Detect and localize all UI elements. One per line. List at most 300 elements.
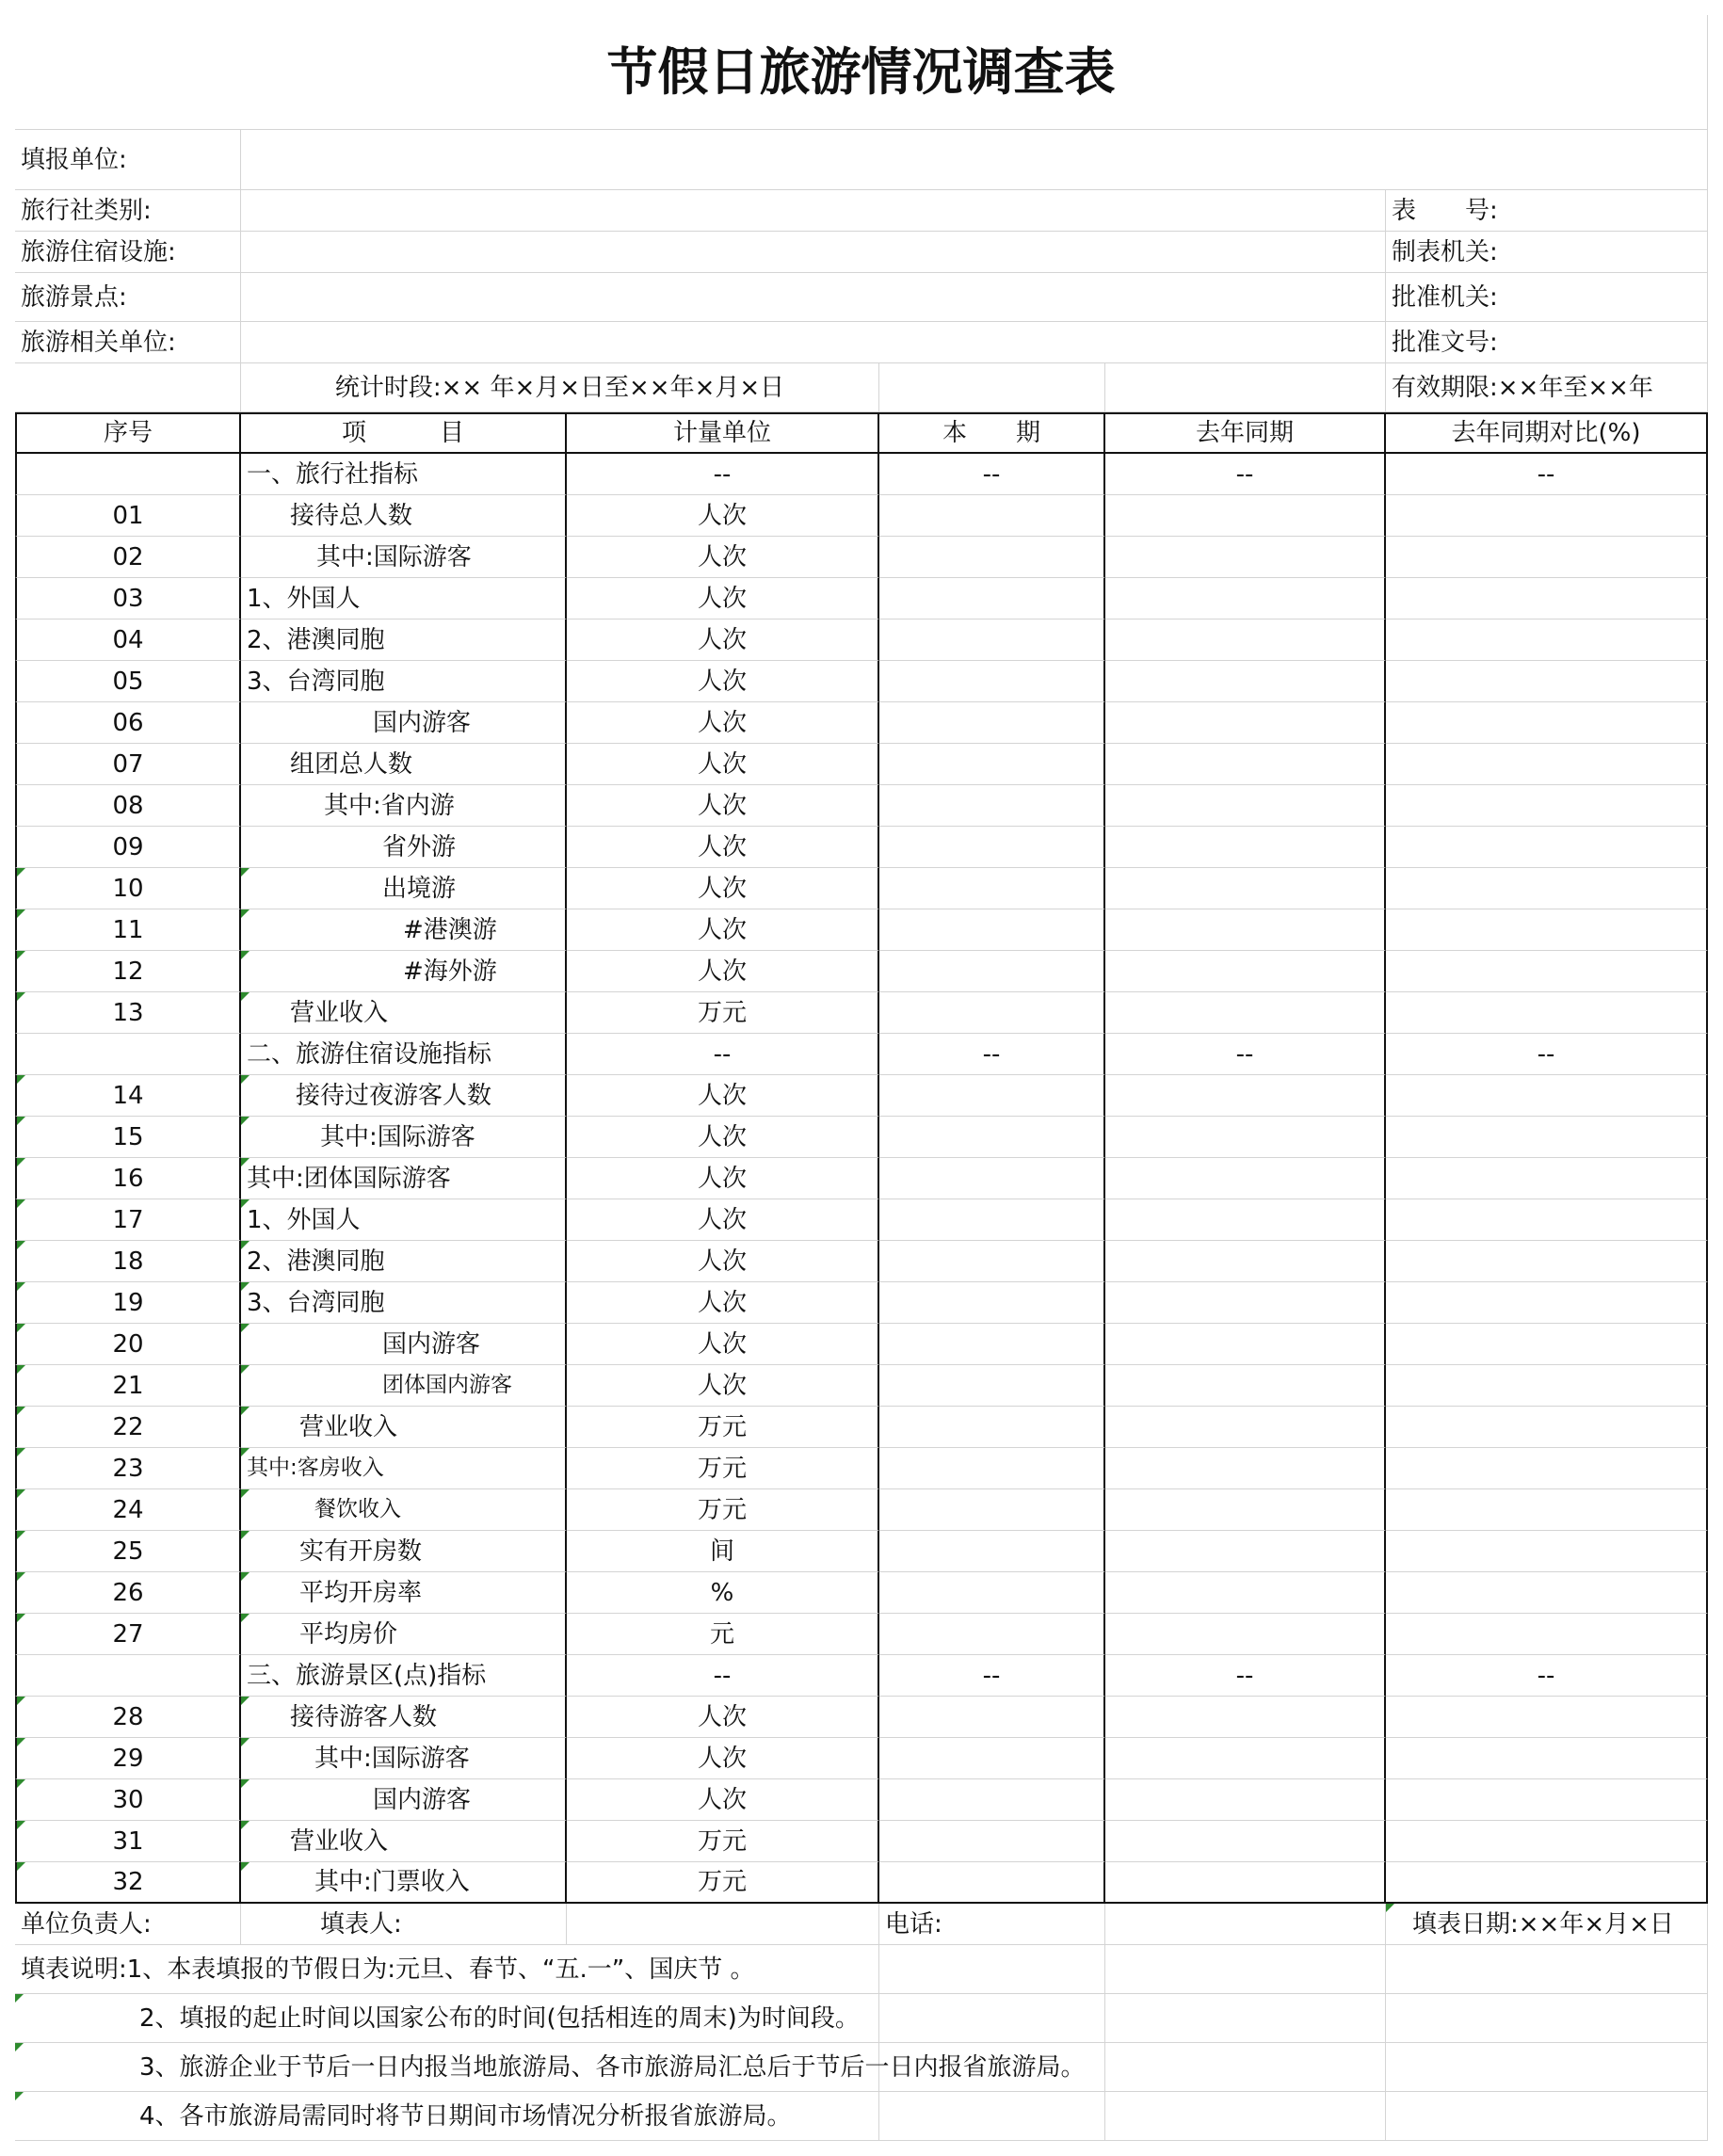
note-blank: [879, 1994, 1105, 2043]
header-label: [15, 232, 241, 273]
row-item: [241, 1407, 567, 1448]
cell-comment-marker: [17, 1531, 25, 1539]
header-blank: [1105, 363, 1386, 412]
cell-comment-marker: [241, 1531, 250, 1539]
cell-comment-marker: [241, 1199, 250, 1208]
stat-period: [241, 363, 879, 412]
comparison-cell: [1386, 537, 1708, 578]
row-item: [241, 619, 567, 661]
cell-text: 其中:国际游客: [316, 542, 472, 571]
header-value-blank: [241, 273, 1386, 322]
last-year-cell: [1105, 1158, 1386, 1199]
row-item: [241, 1738, 567, 1779]
cell-text: --: [1235, 1661, 1254, 1690]
current-period-cell: [879, 1199, 1105, 1241]
cell-comment-marker: [17, 868, 25, 877]
cell-text: 人次: [697, 791, 747, 820]
last-year-cell: [1105, 1572, 1386, 1614]
header-label: [1386, 232, 1708, 273]
cell-comment-marker: [17, 1779, 25, 1788]
current-period-cell: [879, 1531, 1105, 1572]
last-year-cell: [1105, 1655, 1386, 1697]
row-item: [241, 1075, 567, 1117]
current-period-cell: [879, 1489, 1105, 1531]
cell-text: --: [1537, 459, 1555, 489]
cell-text: 4、各市旅游局需同时将节日期间市场情况分析报省旅游局。: [139, 2101, 792, 2131]
last-year-cell: [1105, 1075, 1386, 1117]
cell-comment-marker: [17, 1738, 25, 1746]
cell-text: 02: [112, 542, 144, 571]
row-number: [15, 1365, 241, 1407]
note-blank: [1386, 1994, 1708, 2043]
cell-text: 组团总人数: [290, 749, 413, 779]
current-period-cell: [879, 537, 1105, 578]
cell-text: 人次: [697, 1702, 747, 1731]
cell-text: --: [1235, 1039, 1254, 1069]
last-year-cell: [1105, 1407, 1386, 1448]
last-year-cell: [1105, 1531, 1386, 1572]
row-unit: [567, 868, 879, 909]
row-unit: [567, 1821, 879, 1862]
cell-text: 旅游住宿设施:: [21, 237, 176, 266]
row-number: [15, 1282, 241, 1324]
cell-text: 万元: [697, 998, 747, 1027]
cell-text: 01: [112, 501, 144, 530]
form-note: [15, 1945, 879, 1994]
validity-period: [1386, 363, 1708, 412]
cell-text: 19: [112, 1288, 144, 1317]
last-year-cell: [1105, 1862, 1386, 1904]
current-period-cell: [879, 1324, 1105, 1365]
row-number: [15, 951, 241, 992]
cell-text: 统计时段:×× 年×月×日至××年×月×日: [334, 373, 785, 402]
cell-comment-marker: [17, 992, 25, 1001]
comparison-cell: [1386, 1365, 1708, 1407]
comparison-cell: [1386, 744, 1708, 785]
current-period-cell: [879, 868, 1105, 909]
cell-text: 其中:国际游客: [314, 1744, 470, 1773]
row-number: [15, 1697, 241, 1738]
cell-text: 2、填报的起止时间以国家公布的时间(包括相连的周末)为时间段。: [139, 2003, 860, 2033]
current-period-cell: [879, 661, 1105, 702]
cell-comment-marker: [241, 1448, 250, 1456]
row-unit: [567, 1117, 879, 1158]
current-period-cell: [879, 1117, 1105, 1158]
comparison-cell: [1386, 454, 1708, 495]
row-item: [241, 1241, 567, 1282]
comparison-cell: [1386, 1241, 1708, 1282]
current-period-cell: [879, 1241, 1105, 1282]
cell-text: 04: [112, 625, 144, 654]
last-year-cell: [1105, 661, 1386, 702]
cell-comment-marker: [241, 1158, 250, 1166]
cell-text: --: [713, 1661, 732, 1690]
cell-comment-marker: [241, 1821, 250, 1829]
cell-text: 序号: [103, 419, 153, 447]
row-unit: [567, 744, 879, 785]
cell-comment-marker: [241, 1282, 250, 1291]
row-item: [241, 702, 567, 744]
row-unit: [567, 1075, 879, 1117]
note-blank: [1105, 2043, 1386, 2092]
header-label: [15, 130, 241, 190]
current-period-cell: [879, 1572, 1105, 1614]
current-period-cell: [879, 1655, 1105, 1697]
row-number: [15, 1738, 241, 1779]
comparison-cell: [1386, 661, 1708, 702]
cell-text: 05: [112, 667, 144, 696]
last-year-cell: [1105, 827, 1386, 868]
column-header: [1105, 412, 1386, 454]
row-unit: [567, 1655, 879, 1697]
last-year-cell: [1105, 1282, 1386, 1324]
last-year-cell: [1105, 1821, 1386, 1862]
row-number: [15, 1199, 241, 1241]
current-period-cell: [879, 578, 1105, 619]
cell-text: 21: [112, 1371, 144, 1400]
header-blank: [879, 363, 1105, 412]
cell-comment-marker: [17, 1862, 25, 1871]
row-unit: [567, 1158, 879, 1199]
form-note: [15, 1994, 879, 2043]
cell-text: 人次: [697, 1329, 747, 1359]
note-blank: [1105, 2092, 1386, 2141]
cell-comment-marker: [241, 1862, 250, 1871]
last-year-cell: [1105, 1324, 1386, 1365]
current-period-cell: [879, 1448, 1105, 1489]
cell-text: 万元: [697, 1412, 747, 1441]
note-blank: [1386, 2092, 1708, 2141]
cell-text: 实有开房数: [299, 1537, 423, 1566]
column-header: [879, 412, 1105, 454]
comparison-cell: [1386, 951, 1708, 992]
cell-text: 人次: [697, 625, 747, 654]
row-number: [15, 495, 241, 537]
comparison-cell: [1386, 1075, 1708, 1117]
cell-text: 27: [112, 1619, 144, 1649]
header-value-blank: [241, 322, 1386, 363]
row-number: [15, 702, 241, 744]
row-unit: [567, 537, 879, 578]
cell-text: 人次: [697, 1371, 747, 1400]
cell-comment-marker: [1386, 1904, 1394, 1912]
current-period-cell: [879, 1738, 1105, 1779]
cell-text: 其中:国际游客: [320, 1122, 475, 1151]
row-item: [241, 537, 567, 578]
cell-text: 人次: [697, 1122, 747, 1151]
row-unit: [567, 1697, 879, 1738]
cell-comment-marker: [241, 1117, 250, 1125]
row-unit: [567, 1862, 879, 1904]
row-number: [15, 1572, 241, 1614]
cell-text: 其中:省内游: [324, 791, 455, 820]
last-year-cell: [1105, 785, 1386, 827]
row-item: [241, 1365, 567, 1407]
comparison-cell: [1386, 702, 1708, 744]
row-unit: [567, 951, 879, 992]
cell-text: 16: [112, 1164, 144, 1193]
cell-comment-marker: [15, 2092, 24, 2100]
header-label: [1386, 190, 1708, 232]
cell-text: 人次: [697, 501, 747, 530]
comparison-cell: [1386, 1738, 1708, 1779]
note-blank: [879, 2092, 1105, 2141]
current-period-cell: [879, 1697, 1105, 1738]
cell-text: 国内游客: [373, 1785, 472, 1814]
cell-text: 人次: [697, 1785, 747, 1814]
cell-text: 万元: [697, 1868, 747, 1896]
cell-text: 人次: [697, 1744, 747, 1773]
comparison-cell: [1386, 1034, 1708, 1075]
cell-text: 接待总人数: [290, 501, 413, 530]
note-blank: [1386, 2043, 1708, 2092]
cell-text: 17: [112, 1205, 144, 1234]
row-number: [15, 661, 241, 702]
cell-comment-marker: [17, 1489, 25, 1498]
cell-text: 1、外国人: [247, 1205, 361, 1234]
current-period-cell: [879, 1614, 1105, 1655]
cell-text: 人次: [697, 1247, 747, 1276]
comparison-cell: [1386, 1407, 1708, 1448]
cell-text: 三、旅游景区(点)指标: [247, 1661, 487, 1690]
cell-text: --: [1235, 459, 1254, 489]
last-year-cell: [1105, 1365, 1386, 1407]
row-item: [241, 661, 567, 702]
row-number: [15, 1075, 241, 1117]
comparison-cell: [1386, 1779, 1708, 1821]
cell-text: 10: [112, 874, 144, 903]
cell-text: 14: [112, 1081, 144, 1110]
row-unit: [567, 827, 879, 868]
row-item: [241, 578, 567, 619]
last-year-cell: [1105, 619, 1386, 661]
row-number: [15, 1117, 241, 1158]
cell-text: 人次: [697, 1164, 747, 1193]
cell-text: 人次: [697, 1205, 747, 1234]
row-unit: [567, 785, 879, 827]
cell-comment-marker: [241, 951, 250, 959]
last-year-cell: [1105, 1614, 1386, 1655]
footer-blank: [567, 1904, 879, 1945]
last-year-cell: [1105, 951, 1386, 992]
cell-comment-marker: [17, 1324, 25, 1332]
cell-text: 去年同期对比(%): [1451, 419, 1641, 447]
cell-text: 填表说明:1、本表填报的节假日为:元旦、春节、“五.一”、国庆节 。: [21, 1955, 755, 1984]
current-period-cell: [879, 619, 1105, 661]
cell-comment-marker: [17, 1365, 25, 1374]
cell-text: 09: [112, 832, 144, 861]
comparison-cell: [1386, 1614, 1708, 1655]
row-item: [241, 785, 567, 827]
row-number: [15, 1407, 241, 1448]
cell-comment-marker: [17, 1697, 25, 1705]
comparison-cell: [1386, 827, 1708, 868]
row-unit: [567, 1365, 879, 1407]
cell-text: 本 期: [942, 419, 1040, 447]
cell-text: 人次: [697, 542, 747, 571]
row-unit: [567, 1738, 879, 1779]
cell-text: 人次: [697, 708, 747, 737]
column-header: [241, 412, 567, 454]
cell-text: 营业收入: [290, 998, 389, 1027]
row-unit: [567, 1407, 879, 1448]
note-blank: [1105, 1994, 1386, 2043]
row-item: [241, 1779, 567, 1821]
cell-comment-marker: [17, 1448, 25, 1456]
current-period-cell: [879, 951, 1105, 992]
row-item: [241, 1531, 567, 1572]
current-period-cell: [879, 1821, 1105, 1862]
cell-comment-marker: [17, 951, 25, 959]
last-year-cell: [1105, 1034, 1386, 1075]
row-item: [241, 1489, 567, 1531]
header-label: [1386, 322, 1708, 363]
row-item: [241, 1572, 567, 1614]
cell-text: 25: [112, 1537, 144, 1566]
phone-label: [879, 1904, 1105, 1945]
section-heading: [241, 1655, 567, 1697]
row-item: [241, 992, 567, 1034]
cell-comment-marker: [17, 1572, 25, 1581]
row-unit: [567, 454, 879, 495]
comparison-cell: [1386, 868, 1708, 909]
cell-comment-marker: [241, 1779, 250, 1788]
cell-comment-marker: [241, 1407, 250, 1415]
cell-comment-marker: [15, 2043, 24, 2051]
cell-text: 人次: [697, 957, 747, 986]
last-year-cell: [1105, 1697, 1386, 1738]
cell-comment-marker: [241, 868, 250, 877]
cell-text: 平均开房率: [299, 1578, 423, 1607]
section-heading: [241, 454, 567, 495]
comparison-cell: [1386, 1158, 1708, 1199]
header-label: [15, 273, 241, 322]
row-unit: [567, 495, 879, 537]
cell-text: --: [982, 1661, 1001, 1690]
cell-text: 有效期限:××年至××年: [1392, 373, 1653, 402]
comparison-cell: [1386, 1697, 1708, 1738]
cell-text: 人次: [697, 749, 747, 779]
row-number: [15, 1448, 241, 1489]
row-number: [15, 1821, 241, 1862]
current-period-cell: [879, 992, 1105, 1034]
cell-text: 3、旅游企业于节后一日内报当地旅游局、各市旅游局汇总后于节后一日内报省旅游局。: [139, 2052, 1086, 2082]
row-item: [241, 1282, 567, 1324]
row-number: [15, 1655, 241, 1697]
row-unit: [567, 992, 879, 1034]
column-header: [1386, 412, 1708, 454]
header-value-blank: [241, 232, 1386, 273]
cell-text: 一、旅行社指标: [247, 459, 419, 489]
cell-comment-marker: [241, 1614, 250, 1622]
last-year-cell: [1105, 1241, 1386, 1282]
cell-text: 26: [112, 1578, 144, 1607]
unit-leader-label: [15, 1904, 241, 1945]
cell-comment-marker: [241, 1697, 250, 1705]
current-period-cell: [879, 1407, 1105, 1448]
cell-comment-marker: [17, 1282, 25, 1291]
row-unit: [567, 1282, 879, 1324]
cell-text: 2、港澳同胞: [247, 625, 385, 654]
cell-text: 32: [112, 1868, 144, 1896]
row-unit: [567, 1034, 879, 1075]
current-period-cell: [879, 785, 1105, 827]
row-unit: [567, 578, 879, 619]
cell-text: 间: [709, 1537, 734, 1566]
cell-comment-marker: [241, 1489, 250, 1498]
row-number: [15, 1489, 241, 1531]
row-item: [241, 1199, 567, 1241]
cell-comment-marker: [17, 1075, 25, 1084]
row-item: [241, 1614, 567, 1655]
cell-text: 万元: [697, 1454, 747, 1483]
note-blank: [1386, 1945, 1708, 1994]
row-number: [15, 1034, 241, 1075]
cell-text: 单位负责人:: [21, 1909, 152, 1939]
comparison-cell: [1386, 1489, 1708, 1531]
header-label: [15, 190, 241, 232]
row-number: [15, 1614, 241, 1655]
row-unit: [567, 1241, 879, 1282]
cell-text: 07: [112, 749, 144, 779]
cell-text: 22: [112, 1412, 144, 1441]
current-period-cell: [879, 1158, 1105, 1199]
cell-comment-marker: [17, 1199, 25, 1208]
comparison-cell: [1386, 1531, 1708, 1572]
cell-text: 其中:客房收入: [247, 1456, 384, 1480]
cell-comment-marker: [241, 1365, 250, 1374]
cell-text: 1、外国人: [247, 584, 361, 613]
cell-text: 填报单位:: [21, 145, 127, 174]
cell-comment-marker: [15, 1994, 24, 2003]
column-header: [567, 412, 879, 454]
row-number: [15, 1241, 241, 1282]
cell-comment-marker: [17, 1158, 25, 1166]
cell-text: 人次: [697, 832, 747, 861]
header-value-blank: [241, 190, 1386, 232]
note-blank: [1105, 1945, 1386, 1994]
row-item: [241, 827, 567, 868]
last-year-cell: [1105, 744, 1386, 785]
cell-text: 电话:: [885, 1909, 942, 1939]
row-item: [241, 868, 567, 909]
row-number: [15, 744, 241, 785]
cell-text: #港澳游: [403, 915, 497, 944]
row-number: [15, 619, 241, 661]
filler-label: [241, 1904, 567, 1945]
cell-text: 12: [112, 957, 144, 986]
comparison-cell: [1386, 1862, 1708, 1904]
cell-text: 31: [112, 1826, 144, 1856]
row-number: [15, 1531, 241, 1572]
current-period-cell: [879, 1034, 1105, 1075]
cell-text: 节假日旅游情况调查表: [606, 41, 1116, 102]
cell-text: 制表机关:: [1392, 237, 1498, 266]
cell-text: 15: [112, 1122, 144, 1151]
cell-text: 11: [112, 915, 144, 944]
cell-text: 餐饮收入: [314, 1497, 401, 1521]
current-period-cell: [879, 454, 1105, 495]
cell-text: 接待过夜游客人数: [296, 1081, 492, 1110]
cell-text: --: [982, 1039, 1001, 1069]
cell-text: 旅游景点:: [21, 282, 127, 312]
cell-text: 3、台湾同胞: [247, 667, 385, 696]
cell-text: 人次: [697, 584, 747, 613]
cell-comment-marker: [241, 1324, 250, 1332]
comparison-cell: [1386, 1199, 1708, 1241]
row-number: [15, 992, 241, 1034]
current-period-cell: [879, 909, 1105, 951]
